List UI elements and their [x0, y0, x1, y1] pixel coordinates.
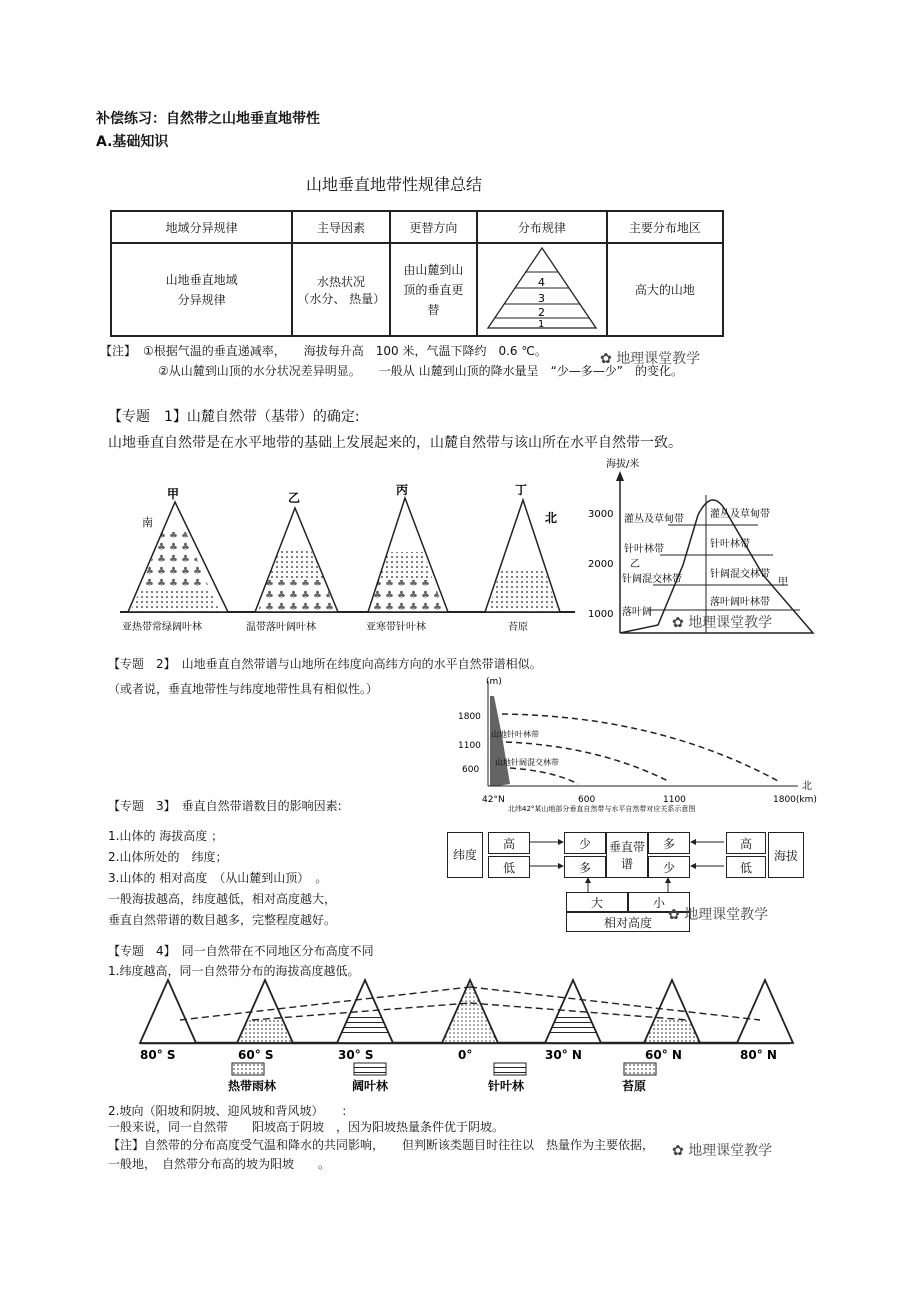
header-cell: 分布规律	[477, 211, 607, 243]
belt-label: 山地针阔混交林带	[495, 758, 559, 767]
axis-label: 海拔/米	[606, 459, 640, 470]
level-label: 2	[537, 306, 545, 319]
legend-swatch	[494, 1063, 526, 1075]
high2-box: 高	[726, 832, 766, 854]
belt-label: 灌丛及草甸带	[710, 509, 770, 520]
legend-label: 针叶林	[488, 1079, 525, 1093]
topic4-note2: 一般地， 自然带分布高的坡为阳坡 。	[108, 1157, 331, 1171]
small-box: 小	[628, 892, 690, 912]
watermark: ✿ 地理课堂教学	[672, 1143, 773, 1159]
mountain-name: 丙	[396, 483, 409, 497]
topic4-title: 【专题 4】 同一自然带在不同地区分布高度不同	[108, 944, 374, 958]
wechat-icon: ✿	[600, 351, 617, 367]
belt-label: 灌丛及草甸带	[624, 514, 684, 525]
base-belt-label: 亚热带常绿阔叶林	[122, 622, 202, 633]
list-item: 一般海拔越高，纬度越低，相对高度越大，	[108, 892, 337, 906]
legend-swatch	[624, 1063, 656, 1075]
topic1-body: 山地垂直自然带是在水平地带的基础上发展起来的，山麓自然带与该山所在水平自然带一致。	[108, 435, 682, 451]
topic2-note: （或者说，垂直地带性与纬度地带性具有相似性。）	[108, 682, 379, 696]
legend-label: 苔原	[622, 1079, 647, 1093]
belt-label: 针阔混交林带	[710, 569, 770, 580]
page-title: 补偿练习：自然带之山地垂直地带性	[96, 111, 320, 127]
north-label: 北	[802, 781, 812, 792]
few2-box: 少	[648, 856, 690, 878]
tick-label: 3000	[588, 509, 614, 520]
base-belt-label: 亚寒带针叶林	[366, 622, 426, 633]
topic1-title: 【专题 1】山麓自然带（基带）的确定:	[108, 409, 360, 425]
mountain-side: 北	[545, 511, 558, 525]
lat-label: 30° N	[545, 1048, 582, 1062]
legend-label: 阔叶林	[352, 1079, 389, 1093]
mountain-name: 丁	[515, 483, 528, 497]
lat-label: 0°	[458, 1048, 473, 1062]
header-cell: 主导因素	[292, 211, 389, 243]
lat-label: 60° N	[645, 1048, 682, 1062]
latitude-mountains-diagram	[140, 975, 790, 1095]
lat-box: 纬度	[447, 832, 483, 878]
y-tick: 1100	[458, 741, 481, 751]
belt-label: 乙	[630, 559, 640, 570]
lat-label: 80° S	[140, 1048, 176, 1062]
legend-label: 热带雨林	[228, 1079, 277, 1093]
watermark: ✿ 地理课堂教学	[672, 615, 773, 631]
topic4-item2: 2.坡向（阳坡和阴坡、迎风坡和背风坡） ：	[108, 1104, 354, 1118]
belt-label: 落叶阔叶林带	[710, 597, 770, 608]
pyramid-cell	[477, 243, 607, 336]
belt-label: 针叶林带	[710, 539, 750, 550]
tick-label: 2000	[588, 559, 614, 570]
watermark: ✿ 地理课堂教学	[668, 907, 769, 923]
few-box: 少	[564, 832, 606, 854]
tick-label: 1000	[588, 609, 614, 620]
note-line-1: ①根据气温的垂直递减率， 海拔每升高 100 米，气温下降约 0.6 ℃。	[143, 344, 547, 358]
region-cell: 高大的山地	[607, 243, 723, 336]
base-belt-label: 苔原	[508, 622, 528, 633]
x-tick: 1100	[663, 795, 686, 805]
base-belt-label: 温带落叶阔叶林	[246, 622, 316, 633]
topic4-item1: 1.纬度越高，同一自然带分布的海拔高度越低。	[108, 964, 360, 978]
summary-caption: 山地垂直地带性规律总结	[306, 175, 483, 194]
list-item: 2.山体所处的 纬度；	[108, 850, 228, 864]
chart-caption: 北纬42°某山地部分垂直自然带与水平自然带对应关系示意图	[508, 805, 696, 813]
belt-label: 落叶阔	[622, 607, 652, 618]
note-label: 【注】	[100, 344, 137, 358]
y-unit: (m)	[486, 677, 502, 687]
y-tick: 600	[462, 765, 480, 775]
factor-cell: 水热状况 （水分、 热量）	[292, 243, 389, 336]
legend-swatch	[354, 1063, 386, 1075]
header-cell: 主要分布地区	[607, 211, 723, 243]
list-item: 3.山体的 相对高度 （从山麓到山顶） 。	[108, 871, 328, 885]
lat-label: 30° S	[338, 1048, 374, 1062]
topic4-note: 【注】自然带的分布高度受气温和降水的共同影响， 但判断该类题目时往往以 热量作为主要依据，	[108, 1138, 655, 1152]
x-tick: 1800(km)	[773, 795, 817, 805]
wechat-icon: ✿	[668, 907, 685, 923]
lat-label: 80° N	[740, 1048, 777, 1062]
topic3-title: 【专题 3】 垂直自然带谱数目的影响因素:	[108, 799, 342, 813]
belt-label: 山地针叶林带	[491, 730, 539, 739]
pyramid-diagram	[486, 246, 598, 330]
level-label: 4	[537, 276, 545, 289]
wechat-icon: ✿	[672, 1143, 689, 1159]
legend-swatch	[232, 1063, 264, 1075]
belt-label: 针阔混交林带	[622, 574, 682, 585]
topic4-item2-body: 一般来说，同一自然带 阳坡高于阴坡 ，因为阳坡热量条件优于阴坡。	[108, 1120, 505, 1134]
mountain-name: 乙	[288, 491, 301, 505]
mountain-side: 南	[142, 516, 153, 529]
alt-box: 海拔	[768, 832, 804, 878]
four-mountains-diagram	[120, 480, 580, 645]
y-tick: 1800	[458, 712, 481, 722]
watermark: ✿ 地理课堂教学	[600, 351, 701, 367]
low-box: 低	[488, 856, 530, 878]
rel-box: 相对高度	[566, 912, 690, 932]
level-label: 3	[537, 292, 545, 305]
x-tick: 42°N	[482, 795, 505, 805]
topic3-list	[108, 826, 336, 931]
x-tick: 600	[578, 795, 596, 805]
belt-label: 针叶林带	[624, 544, 664, 555]
low2-box: 低	[726, 856, 766, 878]
header-cell: 更替方向	[390, 211, 477, 243]
note-line-2: ②从山麓到山顶的水分状况差异明显。 一般从 山麓到山顶的降水量呈 “少—多—少” 的变化。	[158, 364, 684, 378]
section-subtitle: A.基础知识	[96, 134, 169, 150]
mountain-name: 甲	[167, 487, 180, 501]
many-box: 多	[564, 856, 606, 878]
list-item: 1.山体的 海拔高度 ；	[108, 829, 224, 843]
big-box: 大	[566, 892, 628, 912]
center-box: 垂直带谱	[606, 832, 648, 878]
high-box: 高	[488, 832, 530, 854]
wechat-icon: ✿	[672, 615, 689, 631]
topic2-title: 【专题 2】 山地垂直自然带谱与山地所在纬度向高纬方向的水平自然带谱相似。	[108, 657, 542, 671]
law-cell: 山地垂直地域分异规律	[111, 243, 292, 336]
lat-label: 60° S	[238, 1048, 274, 1062]
header-cell: 地域分异规律	[111, 211, 292, 243]
list-item: 垂直自然带谱的数目越多，完整程度越好。	[108, 913, 337, 927]
latitude-altitude-chart	[458, 676, 820, 811]
many2-box: 多	[648, 832, 690, 854]
summary-table	[110, 210, 724, 337]
belt-label: 甲	[778, 577, 788, 588]
level-label: 1	[537, 319, 545, 330]
direction-cell: 由山麓到山顶的垂直更替	[390, 243, 477, 336]
